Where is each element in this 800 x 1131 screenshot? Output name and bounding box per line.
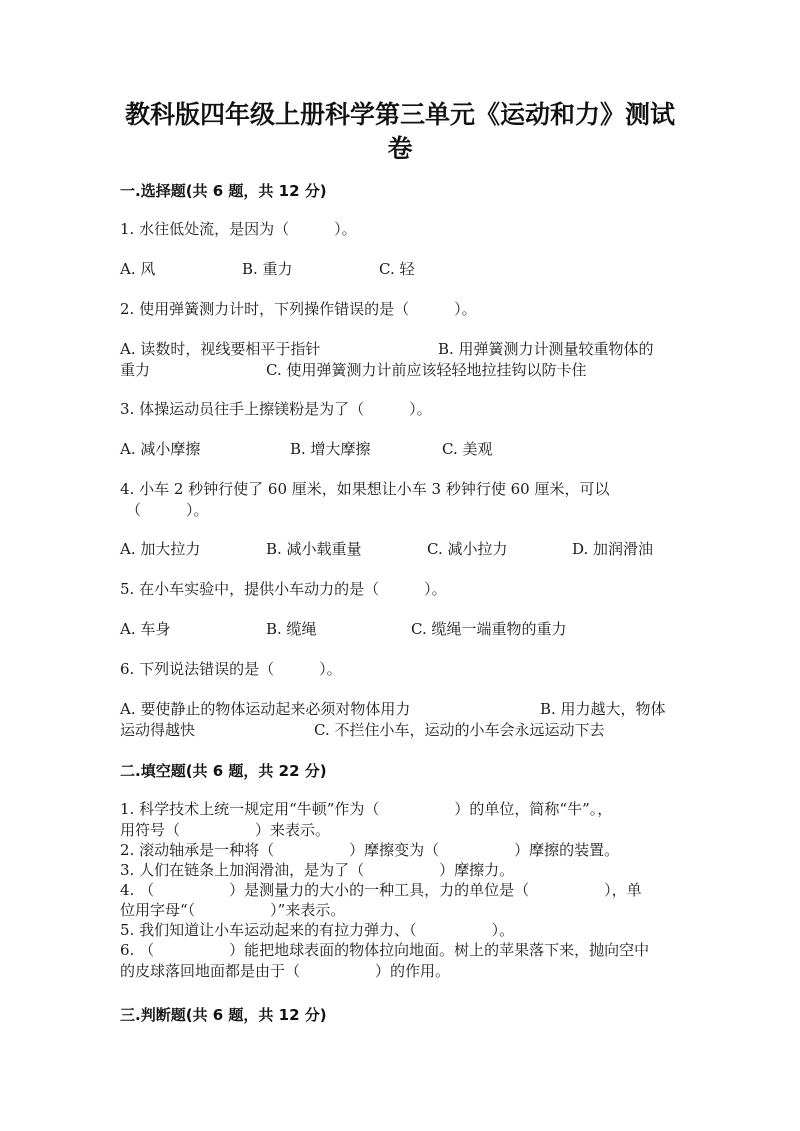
question-5-option-c: C. 缆绳一端重物的重力 bbox=[411, 620, 567, 638]
section-heading-judge: 三.判断题(共 6 题，共 12 分) bbox=[120, 1006, 327, 1024]
question-3-stem: 3. 体操运动员往手上擦镁粉是为了（ ）。 bbox=[120, 400, 432, 418]
question-4-stem: 4. 小车 2 秒钟行使了 60 厘米，如果想让小车 3 秒钟行使 60 厘米，可以 bbox=[120, 480, 610, 498]
fill-question-5: 5. 我们知道让小车运动起来的有拉力弹力、（ ）。 bbox=[120, 921, 515, 939]
fill-question-6-line-2: 的皮球落回地面都是由于（ ）的作用。 bbox=[120, 962, 451, 980]
question-4-option-b: B. 减小载重量 bbox=[266, 540, 362, 558]
page-title-line-1: 教科版四年级上册科学第三单元《运动和力》测试 bbox=[124, 100, 675, 129]
question-5-option-b: B. 缆绳 bbox=[266, 620, 317, 638]
fill-question-2: 2. 滚动轴承是一种将（ ）摩擦变为（ ）摩擦的装置。 bbox=[120, 841, 620, 859]
question-4-option-a: A. 加大拉力 bbox=[120, 540, 201, 558]
question-6-stem: 6. 下列说法错误的是（ ）。 bbox=[120, 660, 342, 678]
fill-question-3: 3. 人们在链条上加润滑油，是为了（ ）摩擦力。 bbox=[120, 861, 515, 879]
fill-question-4-line-1: 4. （ ）是测量力的大小的一种工具，力的单位是（ ），单 bbox=[120, 881, 642, 899]
page-title-line-2: 卷 bbox=[387, 134, 413, 163]
fill-question-4-line-2: 位用字母“（ ）”来表示。 bbox=[120, 901, 346, 919]
question-1-option-c: C. 轻 bbox=[379, 260, 415, 278]
question-5-stem: 5. 在小车实验中，提供小车动力的是（ ）。 bbox=[120, 580, 447, 598]
question-6-option-c: C. 不拦住小车，运动的小车会永远运动下去 bbox=[314, 721, 605, 739]
question-3-option-b: B. 增大摩擦 bbox=[290, 440, 371, 458]
question-4-option-c: C. 减小拉力 bbox=[427, 540, 508, 558]
question-6-option-b: B. 用力越大，物体 bbox=[540, 700, 666, 718]
question-1-option-a: A. 风 bbox=[120, 260, 156, 278]
question-4-stem-continued: （ ）。 bbox=[126, 501, 209, 519]
fill-question-1-line-1: 1. 科学技术上统一规定用“牛顿”作为（ ）的单位，简称“牛”。， bbox=[120, 800, 613, 818]
question-4-option-d: D. 加润滑油 bbox=[572, 540, 654, 558]
question-3-option-a: A. 减小摩擦 bbox=[120, 440, 201, 458]
question-2-option-c: C. 使用弹簧测力计前应该轻轻地拉挂钩以防卡住 bbox=[266, 361, 587, 379]
question-2-option-a: A. 读数时，视线要相平于指针 bbox=[120, 340, 321, 358]
question-3-option-c: C. 美观 bbox=[442, 440, 493, 458]
question-6-option-b-continued: 运动得越快 bbox=[120, 721, 196, 739]
question-2-stem: 2. 使用弹簧测力计时，下列操作错误的是（ ）。 bbox=[120, 300, 477, 318]
question-6-option-a: A. 要使静止的物体运动起来必须对物体用力 bbox=[120, 700, 411, 718]
question-1-option-b: B. 重力 bbox=[242, 260, 293, 278]
question-2-option-b: B. 用弹簧测力计测量较重物体的 bbox=[438, 340, 654, 358]
fill-question-1-line-2: 用符号（ ）来表示。 bbox=[120, 821, 331, 839]
question-5-option-a: A. 车身 bbox=[120, 620, 171, 638]
question-2-option-b-continued: 重力 bbox=[120, 361, 151, 379]
section-heading-choice: 一.选择题(共 6 题，共 12 分) bbox=[120, 182, 327, 200]
section-heading-fill: 二.填空题(共 6 题，共 22 分) bbox=[120, 762, 327, 780]
question-1-stem: 1. 水往低处流，是因为（ ）。 bbox=[120, 220, 357, 238]
fill-question-6-line-1: 6. （ ）能把地球表面的物体拉向地面。树上的苹果落下来，抛向空中 bbox=[120, 941, 650, 959]
